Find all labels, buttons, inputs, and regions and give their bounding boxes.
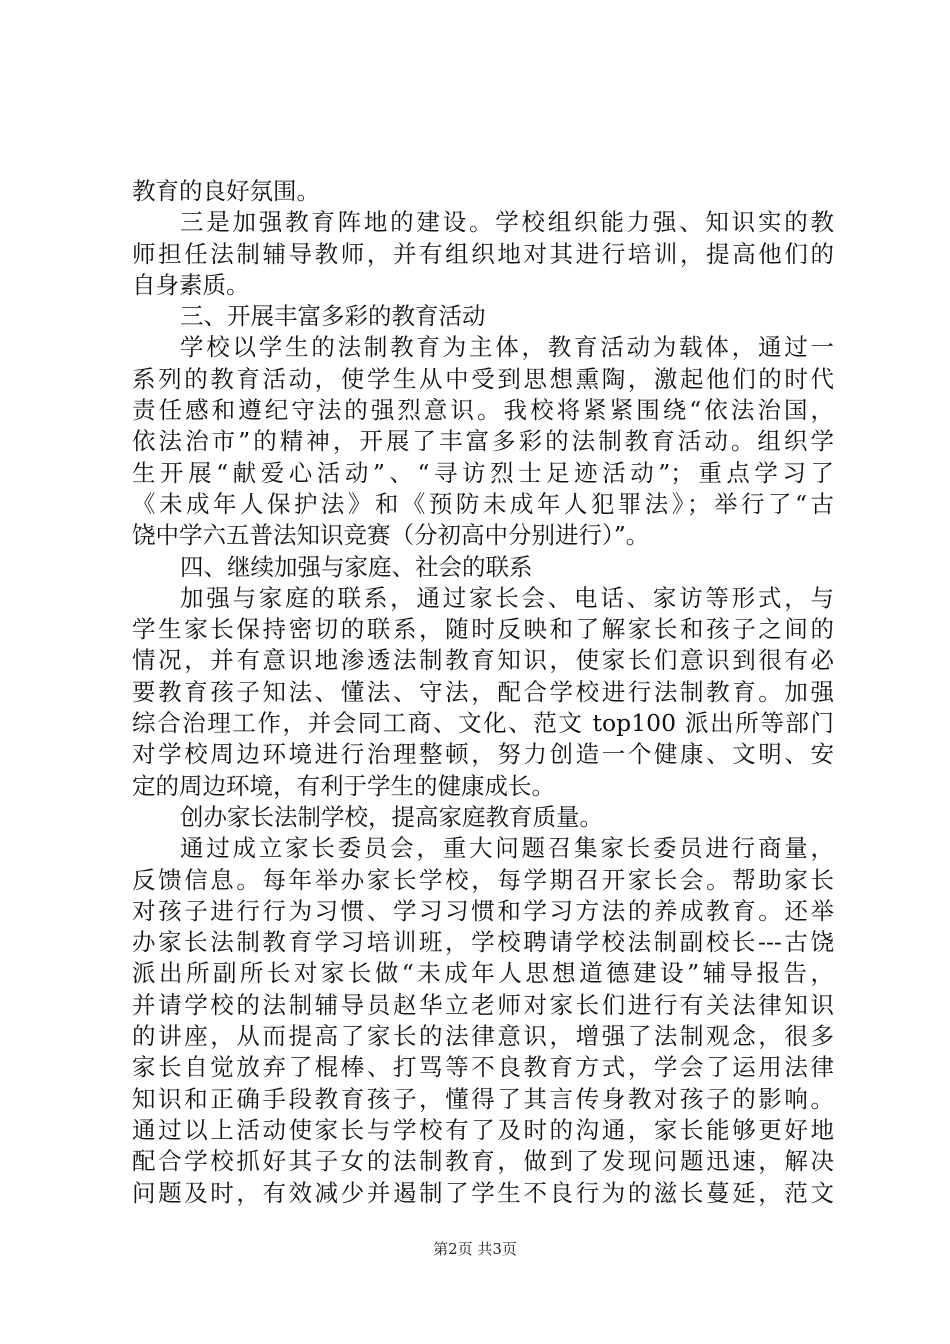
text-line: 并请学校的法制辅导员赵华立老师对家长们进行有关法律知识 — [132, 990, 834, 1019]
document-body — [132, 176, 834, 1209]
text-line: 问题及时，有效减少并遏制了学生不良行为的滋长蔓延，范文 — [132, 1178, 834, 1207]
text-line: 对孩子进行行为习惯、学习习惯和学习方法的养成教育。还举 — [132, 896, 834, 925]
text-line: 《未成年人保护法》和《预防未成年人犯罪法》；举行了“古 — [132, 489, 834, 518]
text-line: 家长自觉放弃了棍棒、打骂等不良教育方式，学会了运用法律 — [132, 1053, 834, 1082]
text-line: 依法治市”的精神，开展了丰富多彩的法制教育活动。组织学 — [132, 427, 834, 456]
text-line: 对学校周边环境进行治理整顿，努力创造一个健康、文明、安 — [132, 740, 834, 769]
text-line: 责任感和遵纪守法的强烈意识。我校将紧紧围绕“依法治国， — [132, 396, 834, 425]
text-line: 反馈信息。每年举办家长学校，每学期召开家长会。帮助家长 — [132, 865, 834, 894]
text-line: 办家长法制教育学习培训班，学校聘请学校法制副校长---古饶 — [132, 928, 834, 957]
page-footer: 第2页 共3页 — [433, 1240, 517, 1258]
text-line: 通过成立家长委员会，重大问题召集家长委员进行商量， — [180, 834, 834, 863]
text-line: 派出所副所长对家长做“未成年人思想道德建设”辅导报告， — [132, 959, 834, 988]
text-line: 定的周边环境，有利于学生的健康成长。 — [132, 771, 555, 800]
text-line: 创办家长法制学校，提高家庭教育质量。 — [180, 802, 603, 831]
text-line: 生开展“献爱心活动”、“寻访烈士足迹活动”；重点学习了 — [132, 458, 834, 487]
text-line: 师担任法制辅导教师，并有组织地对其进行培训，提高他们的 — [132, 239, 834, 268]
text-line: 加强与家庭的联系，通过家长会、电话、家访等形式，与 — [180, 583, 834, 612]
text-line: 知识和正确手段教育孩子，懂得了其言传身教对孩子的影响。 — [132, 1084, 834, 1113]
text-line: 的讲座，从而提高了家长的法律意识，增强了法制观念，很多 — [132, 1022, 834, 1051]
text-line: 三是加强教育阵地的建设。学校组织能力强、知识实的教 — [180, 208, 834, 237]
text-line: 三、开展丰富多彩的教育活动 — [180, 302, 486, 331]
text-line: 情况，并有意识地渗透法制教育知识，使家长们意识到很有必 — [132, 646, 834, 675]
text-line: 综合治理工作，并会同工商、文化、范文 top100 派出所等部门 — [132, 709, 834, 738]
text-line: 四、继续加强与家庭、社会的联系 — [180, 552, 533, 581]
text-line: 学校以学生的法制教育为主体，教育活动为载体，通过一 — [180, 333, 834, 362]
text-line: 系列的教育活动，使学生从中受到思想熏陶，激起他们的时代 — [132, 364, 834, 393]
text-line: 教育的良好氛围。 — [132, 177, 320, 205]
text-line: 自身素质。 — [132, 270, 250, 299]
text-line: 学生家长保持密切的联系，随时反映和了解家长和孩子之间的 — [132, 615, 834, 644]
text-line: 饶中学六五普法知识竞赛（分初高中分别进行）”。 — [132, 521, 650, 550]
text-line: 配合学校抓好其子女的法制教育，做到了发现问题迅速，解决 — [132, 1147, 834, 1176]
text-line: 通过以上活动使家长与学校有了及时的沟通，家长能够更好地 — [132, 1115, 834, 1144]
text-line: 要教育孩子知法、懂法、守法，配合学校进行法制教育。加强 — [132, 677, 834, 706]
